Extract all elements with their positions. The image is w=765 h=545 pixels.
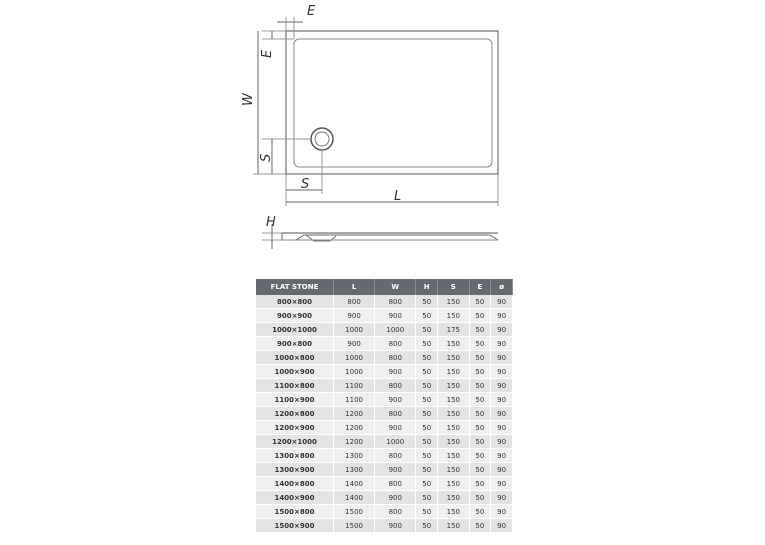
table-row [256, 477, 513, 491]
cell-l: 1300 [334, 463, 375, 477]
cell-l: 1000 [334, 323, 375, 337]
cell-h: 50 [416, 449, 438, 463]
cell-h: 50 [416, 351, 438, 365]
cell-model: 1400×800 [256, 477, 334, 491]
header-l: L [334, 279, 375, 295]
cell-w: 800 [375, 295, 416, 309]
cell-h: 50 [416, 393, 438, 407]
cell-w: 900 [375, 463, 416, 477]
table-row [256, 295, 513, 309]
cell-s: 150 [438, 295, 469, 309]
cell-diameter: 90 [491, 365, 513, 379]
cell-e: 50 [470, 449, 492, 463]
cell-s: 150 [438, 505, 469, 519]
cell-h: 50 [416, 421, 438, 435]
table-row [256, 463, 513, 477]
cell-diameter: 90 [491, 491, 513, 505]
table-row [256, 449, 513, 463]
cell-diameter: 90 [491, 351, 513, 365]
dim-label-h: H [266, 215, 276, 230]
cell-e: 50 [470, 351, 492, 365]
cell-w: 800 [375, 337, 416, 351]
cell-model: 800×800 [256, 295, 334, 309]
cell-l: 1200 [334, 407, 375, 421]
cell-diameter: 90 [491, 505, 513, 519]
table-row [256, 337, 513, 351]
dim-label-s-side: S [259, 153, 274, 162]
cell-diameter: 90 [491, 449, 513, 463]
dim-label-l: L [394, 189, 402, 204]
table-row [256, 351, 513, 365]
table-row [256, 393, 513, 407]
cell-w: 800 [375, 505, 416, 519]
cell-diameter: 90 [491, 379, 513, 393]
cell-e: 50 [470, 491, 492, 505]
cell-s: 150 [438, 337, 469, 351]
cell-l: 1100 [334, 379, 375, 393]
cell-h: 50 [416, 323, 438, 337]
cell-w: 1000 [375, 323, 416, 337]
cell-model: 1000×1000 [256, 323, 334, 337]
cell-w: 800 [375, 379, 416, 393]
cell-s: 150 [438, 351, 469, 365]
cell-diameter: 90 [491, 463, 513, 477]
cell-w: 800 [375, 477, 416, 491]
cell-w: 1000 [375, 435, 416, 449]
table-row [256, 379, 513, 393]
table-body [256, 295, 513, 533]
cell-l: 1500 [334, 519, 375, 533]
cell-model: 1500×800 [256, 505, 334, 519]
cell-h: 50 [416, 463, 438, 477]
cell-w: 800 [375, 407, 416, 421]
table-row [256, 365, 513, 379]
cell-e: 50 [470, 393, 492, 407]
header-h: H [416, 279, 438, 295]
header-model: FLAT STONE [256, 279, 334, 295]
cell-diameter: 90 [491, 309, 513, 323]
cell-e: 50 [470, 519, 492, 533]
cell-w: 900 [375, 365, 416, 379]
cell-e: 50 [470, 421, 492, 435]
cell-diameter: 90 [491, 477, 513, 491]
cell-e: 50 [470, 309, 492, 323]
table-header-row [256, 279, 513, 295]
cell-h: 50 [416, 435, 438, 449]
cell-l: 800 [334, 295, 375, 309]
cell-w: 900 [375, 491, 416, 505]
cell-h: 50 [416, 337, 438, 351]
header-w: W [375, 279, 416, 295]
table-row [256, 421, 513, 435]
cell-model: 1100×900 [256, 393, 334, 407]
spec-table [256, 279, 513, 533]
cell-w: 900 [375, 309, 416, 323]
cell-model: 1200×900 [256, 421, 334, 435]
table-row [256, 505, 513, 519]
dim-label-e-top: E [307, 4, 316, 19]
cell-e: 50 [470, 505, 492, 519]
cell-diameter: 90 [491, 323, 513, 337]
cell-s: 150 [438, 519, 469, 533]
cell-w: 800 [375, 351, 416, 365]
table-row [256, 435, 513, 449]
cell-h: 50 [416, 365, 438, 379]
cell-l: 1200 [334, 421, 375, 435]
cell-model: 1400×900 [256, 491, 334, 505]
cell-s: 150 [438, 309, 469, 323]
cell-diameter: 90 [491, 393, 513, 407]
cell-model: 1200×1000 [256, 435, 334, 449]
cell-model: 1000×800 [256, 351, 334, 365]
cell-e: 50 [470, 407, 492, 421]
cell-s: 150 [438, 379, 469, 393]
cell-s: 175 [438, 323, 469, 337]
cell-l: 1400 [334, 491, 375, 505]
cell-l: 1400 [334, 477, 375, 491]
cell-s: 150 [438, 365, 469, 379]
cell-w: 800 [375, 449, 416, 463]
cell-w: 900 [375, 421, 416, 435]
cell-model: 1300×800 [256, 449, 334, 463]
cell-e: 50 [470, 323, 492, 337]
cell-s: 150 [438, 421, 469, 435]
cell-e: 50 [470, 435, 492, 449]
cell-h: 50 [416, 491, 438, 505]
cell-model: 1500×900 [256, 519, 334, 533]
cell-l: 1100 [334, 393, 375, 407]
cell-l: 900 [334, 337, 375, 351]
cell-l: 1200 [334, 435, 375, 449]
cell-h: 50 [416, 407, 438, 421]
table-row [256, 309, 513, 323]
cell-model: 900×900 [256, 309, 334, 323]
cell-e: 50 [470, 463, 492, 477]
header-diameter: ø [491, 279, 513, 295]
cell-s: 150 [438, 435, 469, 449]
cell-model: 1100×800 [256, 379, 334, 393]
cell-e: 50 [470, 337, 492, 351]
cell-h: 50 [416, 505, 438, 519]
tray-basin [294, 39, 492, 167]
cell-e: 50 [470, 365, 492, 379]
tray-outline [286, 31, 498, 174]
cell-s: 150 [438, 477, 469, 491]
cell-h: 50 [416, 519, 438, 533]
cell-e: 50 [470, 379, 492, 393]
cell-w: 900 [375, 393, 416, 407]
cell-w: 900 [375, 519, 416, 533]
drain-icon [311, 128, 333, 150]
cell-h: 50 [416, 309, 438, 323]
cell-h: 50 [416, 295, 438, 309]
cell-l: 1500 [334, 505, 375, 519]
side-view [262, 224, 498, 249]
cell-l: 900 [334, 309, 375, 323]
dim-label-e-side: E [260, 49, 275, 58]
cell-model: 1200×800 [256, 407, 334, 421]
table-row [256, 491, 513, 505]
cell-diameter: 90 [491, 337, 513, 351]
cell-diameter: 90 [491, 295, 513, 309]
cell-h: 50 [416, 477, 438, 491]
dim-label-w: W [241, 93, 256, 106]
cell-s: 150 [438, 491, 469, 505]
cell-diameter: 90 [491, 519, 513, 533]
cell-l: 1000 [334, 365, 375, 379]
header-e: E [470, 279, 492, 295]
table-row [256, 519, 513, 533]
cell-diameter: 90 [491, 435, 513, 449]
cell-diameter: 90 [491, 421, 513, 435]
table-row [256, 323, 513, 337]
cell-model: 1000×900 [256, 365, 334, 379]
cell-s: 150 [438, 407, 469, 421]
cell-h: 50 [416, 379, 438, 393]
cell-model: 900×800 [256, 337, 334, 351]
dim-label-s-bottom: S [301, 177, 310, 192]
header-s: S [438, 279, 469, 295]
cell-l: 1300 [334, 449, 375, 463]
cell-s: 150 [438, 463, 469, 477]
cell-e: 50 [470, 477, 492, 491]
cell-diameter: 90 [491, 407, 513, 421]
cell-l: 1000 [334, 351, 375, 365]
table-row [256, 407, 513, 421]
cell-model: 1300×900 [256, 463, 334, 477]
cell-s: 150 [438, 449, 469, 463]
cell-s: 150 [438, 393, 469, 407]
cell-e: 50 [470, 295, 492, 309]
